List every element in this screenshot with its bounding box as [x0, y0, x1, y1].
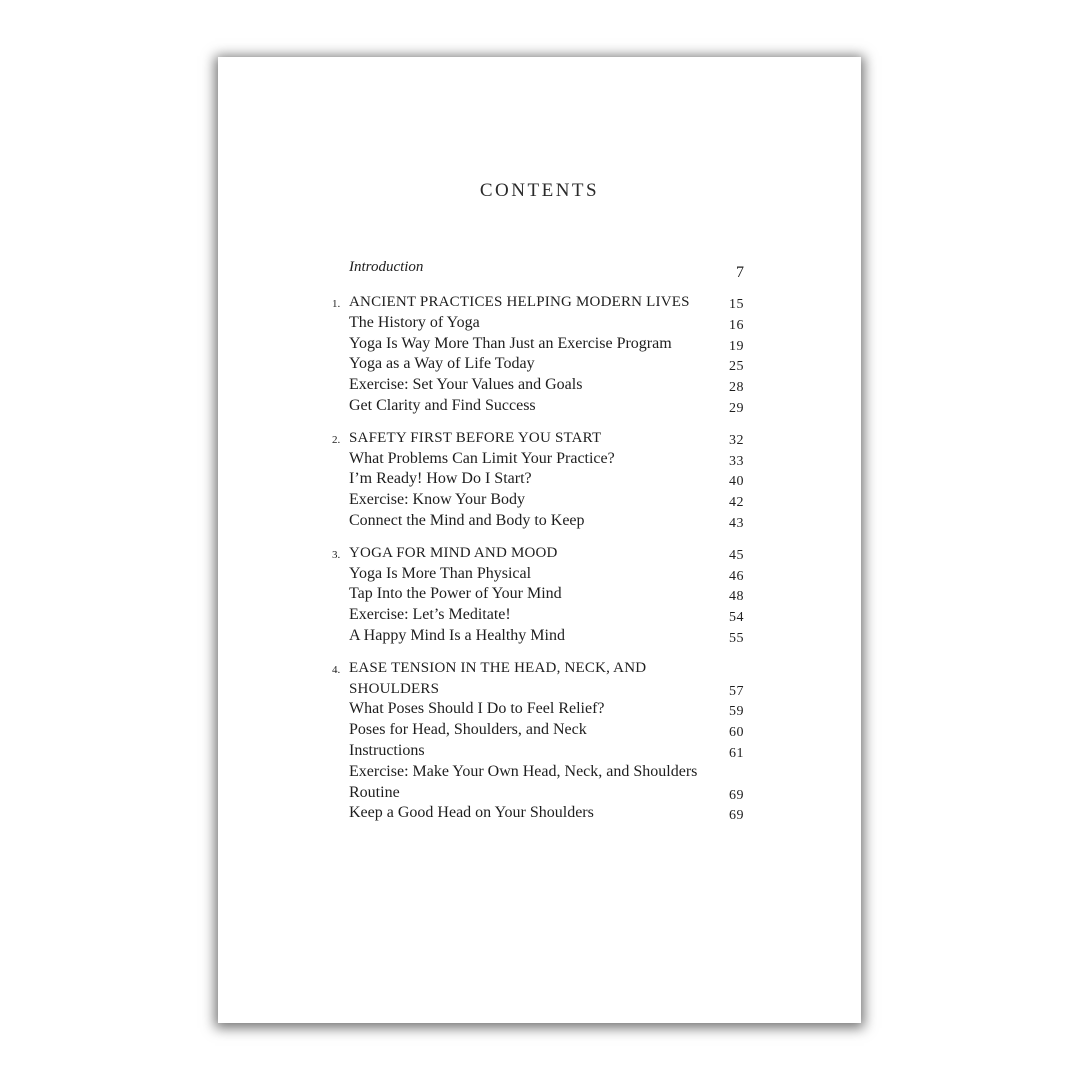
introduction-title: Introduction	[349, 259, 424, 275]
section-page-number: 16	[729, 317, 744, 333]
chapter-page-number: 45	[729, 547, 744, 563]
section-entry	[332, 605, 744, 626]
section-title: Exercise: Make Your Own Head, Neck, and Shoulders Routine	[349, 762, 698, 801]
chapter	[332, 543, 744, 647]
section-entry	[332, 469, 744, 490]
section-title: What Problems Can Limit Your Practice?	[349, 449, 615, 467]
contents-heading: CONTENTS	[479, 180, 600, 201]
section-page-number: 54	[729, 610, 744, 626]
section-entry	[332, 490, 744, 511]
section-title: Yoga as a Way of Life Today	[349, 355, 535, 373]
section-entry	[332, 626, 744, 647]
section-page-number: 61	[729, 745, 744, 761]
chapter-list	[332, 292, 744, 824]
section-entry	[332, 564, 744, 585]
chapter-number: 1.	[332, 298, 341, 310]
chapter-title: ANCIENT PRACTICES HELPING MODERN LIVES	[349, 294, 690, 310]
chapter-heading	[332, 658, 744, 700]
section-page-number: 40	[729, 474, 744, 490]
section-title: A Happy Mind Is a Healthy Mind	[349, 626, 565, 644]
section-page-number: 69	[729, 787, 744, 803]
section-page-number: 48	[729, 589, 744, 605]
section-page-number: 46	[729, 568, 744, 584]
chapter-number: 3.	[332, 548, 341, 561]
section-page-number: 25	[729, 359, 744, 375]
book-page	[218, 57, 861, 1023]
chapter	[332, 428, 744, 532]
section-entry	[332, 449, 744, 470]
table-of-contents	[332, 257, 744, 824]
section-entry	[332, 803, 744, 824]
section-page-number: 69	[729, 808, 744, 824]
section-title: Exercise: Know Your Body	[349, 491, 525, 509]
section-title: Exercise: Set Your Values and Goals	[349, 376, 583, 394]
section-entry	[332, 396, 744, 417]
chapter-page-number: 32	[729, 432, 744, 448]
chapter-page-number: 57	[729, 683, 744, 699]
section-entry	[332, 584, 744, 605]
section-title: Tap Into the Power of Your Mind	[349, 585, 562, 603]
section-page-number: 29	[729, 400, 744, 416]
section-entry	[332, 375, 744, 396]
section-page-number: 60	[729, 725, 744, 741]
chapter-title: SAFETY FIRST BEFORE YOU START	[349, 429, 602, 446]
section-title: Keep a Good Head on Your Shoulders	[349, 804, 594, 822]
section-entry	[332, 511, 744, 532]
chapter-number: 2.	[332, 433, 341, 446]
chapter-title: EASE TENSION IN THE HEAD, NECK, AND SHOULDERS	[349, 659, 647, 697]
section-page-number: 43	[729, 515, 744, 531]
section-title: Instructions	[349, 741, 425, 759]
toc-entry-introduction	[332, 257, 744, 281]
chapter-number: 4.	[332, 663, 341, 676]
chapter	[332, 658, 744, 824]
chapter-page-number: 15	[729, 297, 744, 312]
chapter-title: YOGA FOR MIND AND MOOD	[349, 544, 558, 561]
section-page-number: 55	[729, 630, 744, 646]
section-entry	[332, 313, 744, 334]
section-title: I’m Ready! How Do I Start?	[349, 470, 532, 488]
section-page-number: 42	[729, 495, 744, 511]
section-entry	[332, 334, 744, 355]
section-title: Poses for Head, Shoulders, and Neck	[349, 721, 587, 739]
section-title: Get Clarity and Find Success	[349, 396, 536, 414]
section-title: Yoga Is More Than Physical	[349, 564, 532, 582]
section-title: The History of Yoga	[349, 313, 480, 331]
section-page-number: 28	[729, 380, 744, 396]
section-title: Connect the Mind and Body to Keep	[349, 511, 585, 529]
section-page-number: 59	[729, 704, 744, 720]
chapter-heading	[332, 428, 744, 449]
section-title: Yoga Is Way More Than Just an Exercise Program	[349, 334, 672, 352]
section-entry	[332, 354, 744, 375]
chapter-heading	[332, 543, 744, 564]
section-entry	[332, 699, 744, 720]
section-page-number: 19	[729, 338, 744, 354]
chapter	[332, 292, 744, 417]
section-page-number: 33	[729, 453, 744, 469]
section-title: What Poses Should I Do to Feel Relief?	[349, 700, 605, 718]
section-entry	[332, 762, 744, 804]
chapter-heading	[332, 292, 744, 313]
section-title: Exercise: Let’s Meditate!	[349, 606, 511, 624]
section-entry	[332, 720, 744, 741]
section-entry	[332, 741, 744, 762]
introduction-page: 7	[736, 264, 744, 281]
